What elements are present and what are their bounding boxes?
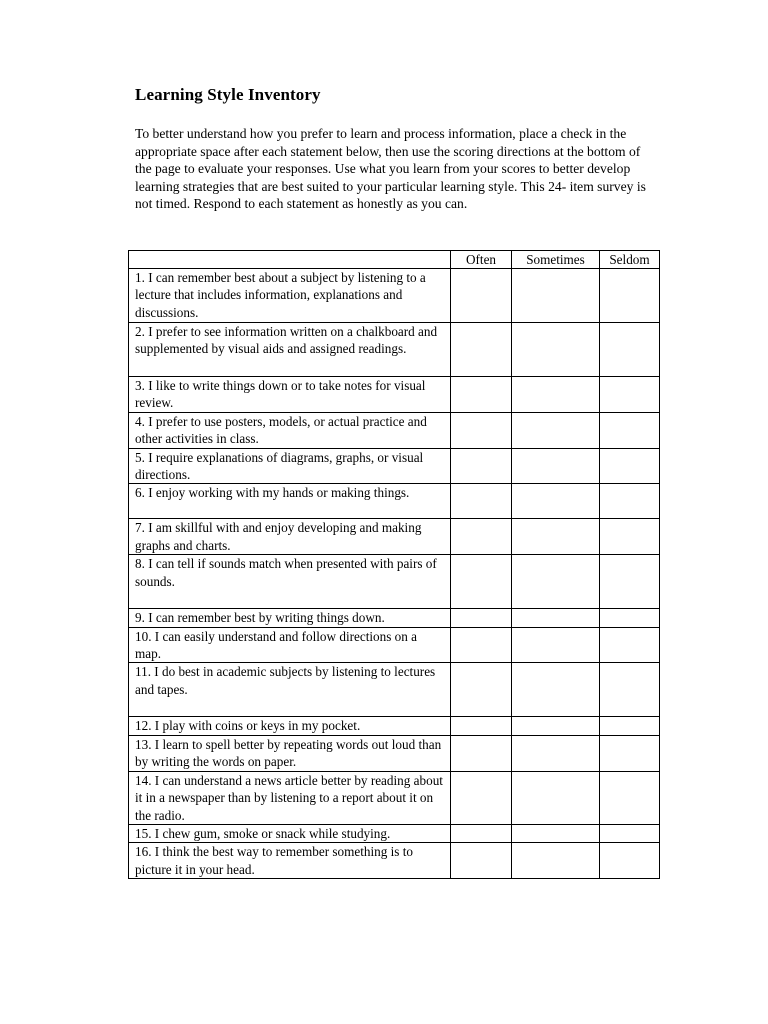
sometimes-check-cell[interactable] bbox=[512, 377, 600, 413]
sometimes-check-cell[interactable] bbox=[512, 843, 600, 879]
header-seldom: Seldom bbox=[600, 251, 660, 269]
statement-cell: 14. I can understand a news article better by reading about it in a newspaper than by listening to a report about it on the radio. bbox=[129, 771, 451, 824]
statement-cell: 11. I do best in academic subjects by listening to lectures and tapes. bbox=[129, 663, 451, 717]
statement-cell: 6. I enjoy working with my hands or making things. bbox=[129, 484, 451, 519]
table-row bbox=[129, 663, 660, 717]
seldom-check-cell[interactable] bbox=[600, 377, 660, 413]
often-check-cell[interactable] bbox=[451, 269, 512, 323]
statement-cell: 7. I am skillful with and enjoy developing and making graphs and charts. bbox=[129, 519, 451, 555]
table-row bbox=[129, 519, 660, 555]
statement-cell: 1. I can remember best about a subject by listening to a lecture that includes information, explanations and discussions. bbox=[129, 269, 451, 323]
statement-cell: 2. I prefer to see information written on a chalkboard and supplemented by visual aids and assigned readings. bbox=[129, 323, 451, 377]
seldom-check-cell[interactable] bbox=[600, 824, 660, 842]
often-check-cell[interactable] bbox=[451, 555, 512, 609]
table-row bbox=[129, 412, 660, 448]
table-row bbox=[129, 555, 660, 609]
statement-cell: 5. I require explanations of diagrams, graphs, or visual directions. bbox=[129, 448, 451, 484]
often-check-cell[interactable] bbox=[451, 412, 512, 448]
sometimes-check-cell[interactable] bbox=[512, 717, 600, 735]
statement-cell: 9. I can remember best by writing things down. bbox=[129, 609, 451, 627]
sometimes-check-cell[interactable] bbox=[512, 448, 600, 484]
sometimes-check-cell[interactable] bbox=[512, 555, 600, 609]
often-check-cell[interactable] bbox=[451, 663, 512, 717]
table-row bbox=[129, 735, 660, 771]
often-check-cell[interactable] bbox=[451, 824, 512, 842]
seldom-check-cell[interactable] bbox=[600, 843, 660, 879]
sometimes-check-cell[interactable] bbox=[512, 735, 600, 771]
table-row bbox=[129, 627, 660, 663]
seldom-check-cell[interactable] bbox=[600, 663, 660, 717]
often-check-cell[interactable] bbox=[451, 717, 512, 735]
table-row bbox=[129, 609, 660, 627]
often-check-cell[interactable] bbox=[451, 377, 512, 413]
statement-cell: 3. I like to write things down or to take notes for visual review. bbox=[129, 377, 451, 413]
sometimes-check-cell[interactable] bbox=[512, 771, 600, 824]
page-title: Learning Style Inventory bbox=[135, 85, 321, 104]
table-row bbox=[129, 771, 660, 824]
header-often: Often bbox=[451, 251, 512, 269]
table-row bbox=[129, 824, 660, 842]
sometimes-check-cell[interactable] bbox=[512, 519, 600, 555]
often-check-cell[interactable] bbox=[451, 519, 512, 555]
often-check-cell[interactable] bbox=[451, 843, 512, 879]
statement-cell: 12. I play with coins or keys in my pocket. bbox=[129, 717, 451, 735]
statement-cell: 15. I chew gum, smoke or snack while studying. bbox=[129, 824, 451, 842]
sometimes-check-cell[interactable] bbox=[512, 484, 600, 519]
statement-cell: 4. I prefer to use posters, models, or actual practice and other activities in class. bbox=[129, 412, 451, 448]
survey-table bbox=[128, 250, 660, 879]
seldom-check-cell[interactable] bbox=[600, 735, 660, 771]
seldom-check-cell[interactable] bbox=[600, 323, 660, 377]
seldom-check-cell[interactable] bbox=[600, 555, 660, 609]
often-check-cell[interactable] bbox=[451, 609, 512, 627]
often-check-cell[interactable] bbox=[451, 735, 512, 771]
table-row bbox=[129, 717, 660, 735]
often-check-cell[interactable] bbox=[451, 448, 512, 484]
seldom-check-cell[interactable] bbox=[600, 771, 660, 824]
table-row bbox=[129, 448, 660, 484]
often-check-cell[interactable] bbox=[451, 484, 512, 519]
sometimes-check-cell[interactable] bbox=[512, 269, 600, 323]
table-row bbox=[129, 377, 660, 413]
seldom-check-cell[interactable] bbox=[600, 609, 660, 627]
sometimes-check-cell[interactable] bbox=[512, 824, 600, 842]
statement-cell: 10. I can easily understand and follow directions on a map. bbox=[129, 627, 451, 663]
table-row bbox=[129, 843, 660, 879]
table-row bbox=[129, 269, 660, 323]
sometimes-check-cell[interactable] bbox=[512, 663, 600, 717]
statement-cell: 8. I can tell if sounds match when presented with pairs of sounds. bbox=[129, 555, 451, 609]
often-check-cell[interactable] bbox=[451, 323, 512, 377]
seldom-check-cell[interactable] bbox=[600, 448, 660, 484]
sometimes-check-cell[interactable] bbox=[512, 627, 600, 663]
sometimes-check-cell[interactable] bbox=[512, 609, 600, 627]
header-statement bbox=[129, 251, 451, 269]
often-check-cell[interactable] bbox=[451, 771, 512, 824]
table-row bbox=[129, 323, 660, 377]
often-check-cell[interactable] bbox=[451, 627, 512, 663]
sometimes-check-cell[interactable] bbox=[512, 323, 600, 377]
statement-cell: 13. I learn to spell better by repeating words out loud than by writing the words on paper. bbox=[129, 735, 451, 771]
sometimes-check-cell[interactable] bbox=[512, 412, 600, 448]
seldom-check-cell[interactable] bbox=[600, 412, 660, 448]
statement-cell: 16. I think the best way to remember something is to picture it in your head. bbox=[129, 843, 451, 879]
intro-paragraph: To better understand how you prefer to learn and process information, place a check in the appropriate space after each statement below, then use the scoring directions at the bottom of the page to evaluate your responses. Use what you learn from your scores to better develop learning strategies that are best suited to your particular learning style. This 24- item survey is not timed. Respond to each statement as honestly as you can. bbox=[135, 126, 646, 212]
seldom-check-cell[interactable] bbox=[600, 519, 660, 555]
seldom-check-cell[interactable] bbox=[600, 717, 660, 735]
seldom-check-cell[interactable] bbox=[600, 269, 660, 323]
seldom-check-cell[interactable] bbox=[600, 627, 660, 663]
table-header-row bbox=[129, 251, 660, 269]
header-sometimes: Sometimes bbox=[512, 251, 600, 269]
table-row bbox=[129, 484, 660, 519]
seldom-check-cell[interactable] bbox=[600, 484, 660, 519]
